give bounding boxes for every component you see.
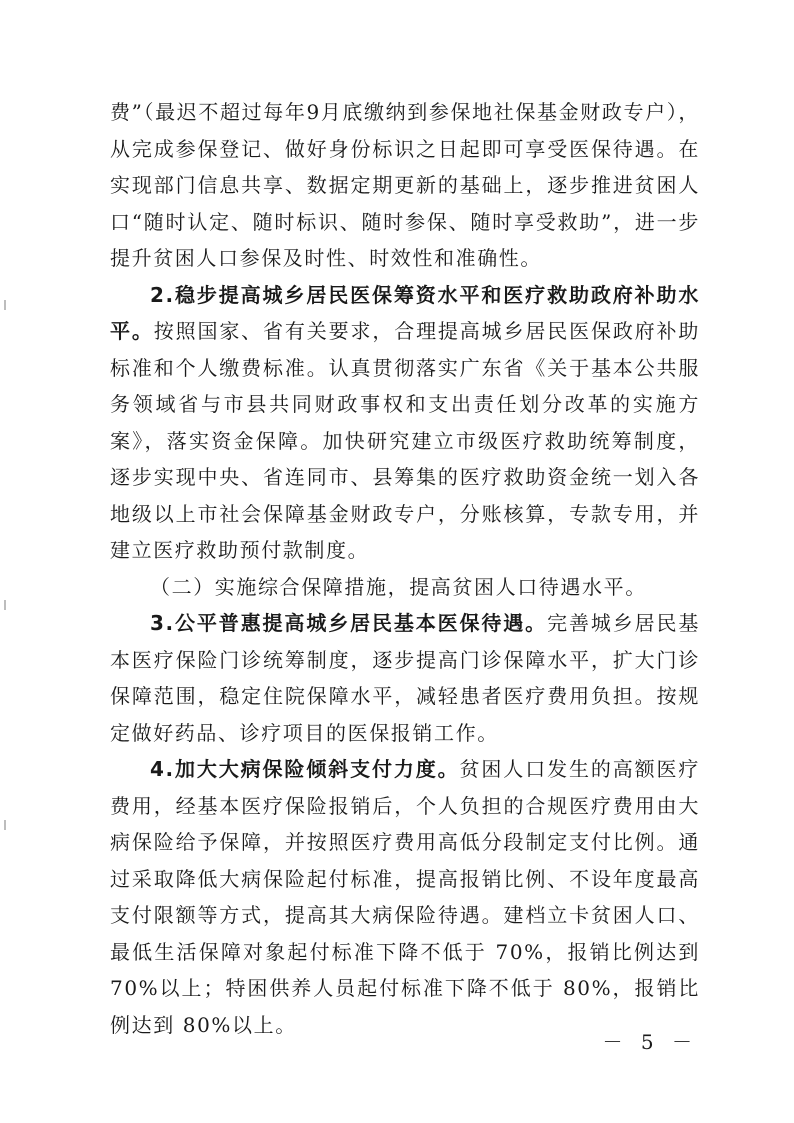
item-2-paragraph (110, 277, 700, 569)
item-4-body: 贫困人口发生的高额医疗费用，经基本医疗保险报销后，个人负担的合规医疗费用由大病保险给予保障，并按照医疗费用高低分段制定支付比例。通过采取降低大病保险起付标准，提高报销比例、不设年度最高支付限额等方式，提高其大病保险待遇。建档立卡贫困人口、最低生活保障对象起付标准下降不低于 70%，报销比例达到 70%以上；特困供养人员起付标准下降不低于 80%，报销比例达到 80%以上。 (110, 757, 700, 1037)
scan-margin-mark (4, 820, 6, 830)
scan-margin-mark (4, 600, 6, 610)
item-4-paragraph (110, 751, 700, 1043)
scan-margin-mark (4, 300, 6, 310)
item-4-heading: 4.加大大病保险倾斜支付力度。 (150, 757, 460, 781)
item-3-body: 完善城乡居民基本医疗保险门诊统筹制度，逐步提高门诊保障水平，扩大门诊保障范围，稳定住院保障水平，减轻患者医疗费用负担。按规定做好药品、诊疗项目的医保报销工作。 (110, 611, 700, 745)
item-2-body: 按照国家、省有关要求，合理提高城乡居民医保政府补助标准和个人缴费标准。认真贯彻落实广东省《关于基本公共服务领域省与市县共同财政事权和支出责任划分改革的实施方案》，落实资金保障。加快研究建立市级医疗救助统筹制度，逐步实现中央、省连同市、县筹集的医疗救助资金统一划入各地级以上市社会保障基金财政专户，分账核算，专款专用，并建立医疗救助预付款制度。 (110, 319, 701, 562)
page-number: － 5 － (602, 1030, 698, 1054)
item-2-heading: 2.稳步提高城乡居民医保筹资水平和医疗救助政府补助水平。 (110, 282, 700, 343)
continuation-paragraph: 费”（最迟不超过每年9月底缴纳到参保地社保基金财政专户），从完成参保登记、做好身份标识之日起即可享受医保待遇。在实现部门信息共享、数据定期更新的基础上，逐步推进贫困人口“随时认定、随时标识、随时参保、随时享受救助”，进一步提升贫困人口参保及时性、时效性和准确性。 (110, 100, 700, 270)
item-3-heading: 3.公平普惠提高城乡居民基本医保待遇。 (150, 611, 548, 635)
item-3-paragraph (110, 605, 700, 751)
document-body (110, 94, 700, 1043)
section-2-heading: （二）实施综合保障措施，提高贫困人口待遇水平。 (150, 574, 647, 599)
